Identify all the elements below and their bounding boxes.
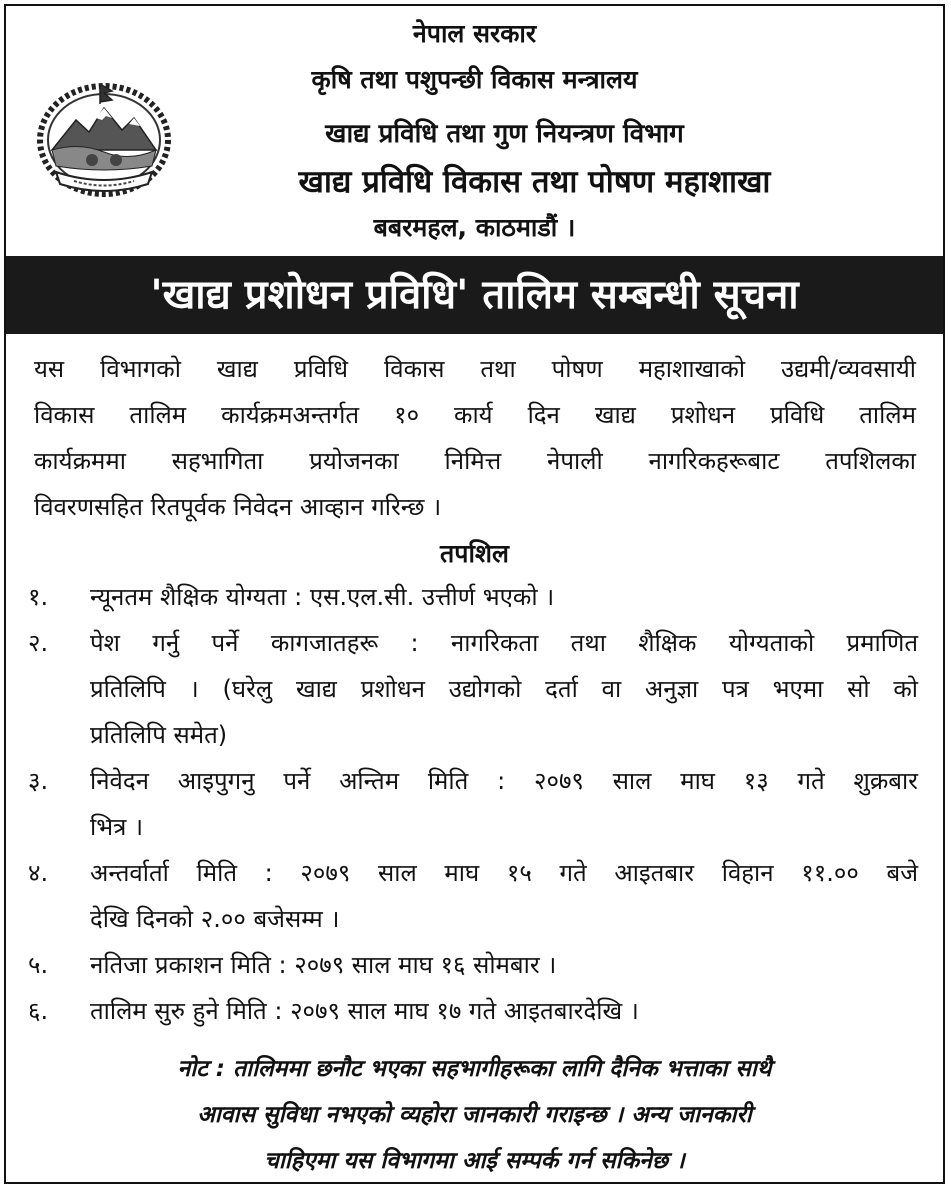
government-name: नेपाल सरकार <box>412 19 537 48</box>
list-item <box>28 850 918 942</box>
item-text: तालिम सुरु हुने मिति : २०७९ साल माघ १७ गते आइतबारदेखि । <box>90 997 639 1025</box>
list-item <box>28 988 918 1034</box>
department-name: खाद्य प्रविधि तथा गुण नियन्त्रण विभाग <box>325 119 684 149</box>
details-heading: तपशिल <box>440 539 509 568</box>
item-number: ३. <box>28 767 49 795</box>
notice-header <box>6 6 943 256</box>
item-number: ६. <box>28 997 49 1025</box>
list-item <box>28 942 918 988</box>
list-item <box>28 574 918 620</box>
intro-line: कार्यक्रममा सहभागिता प्रयोजनका निमित्त नेपाली नागरिकहरूबाट तपशिलका <box>34 447 916 475</box>
item-number: १. <box>28 583 49 611</box>
item-text: न्यूनतम शैक्षिक योग्यता : एस.एल.सी. उत्तीर्ण भएको । <box>90 583 555 611</box>
office-address: बबरमहल, काठमाडौं । <box>373 213 576 242</box>
item-text: पेश गर्नु पर्ने कागजातहरू : नागरिकता तथा शैक्षिक योग्यताको प्रमाणित <box>90 629 918 657</box>
intro-line: विवरणसहित रितपूर्वक निवेदन आव्हान गरिन्छ । <box>34 493 442 521</box>
intro-paragraph <box>34 346 916 530</box>
notice-document <box>4 4 945 1184</box>
item-text: भित्र । <box>90 813 144 841</box>
item-text: प्रतिलिपि समेत) <box>90 721 228 749</box>
ministry-name: कृषि तथा पशुपन्छी विकास मन्त्रालय <box>311 65 638 94</box>
intro-line: विकास तालिम कार्यक्रमअन्तर्गत १० कार्य दिन खाद्य प्रशोधन प्रविधि तालिम <box>34 401 916 429</box>
item-number: २. <box>28 629 49 657</box>
note-line: आवास सुविधा नभएको व्यहोरा जानकारी गराइन्छ । अन्य जानकारी <box>197 1102 752 1128</box>
notice-title: 'खाद्य प्रशोधन प्रविधि' तालिम सम्बन्धी सूचना <box>6 256 943 334</box>
division-name: खाद्य प्रविधि विकास तथा पोषण महाशाखा <box>298 164 771 200</box>
item-number: ५. <box>28 951 49 979</box>
intro-line: यस विभागको खाद्य प्रविधि विकास तथा पोषण महाशाखाको उद्यमी/व्यवसायी <box>34 355 916 383</box>
list-item <box>28 620 918 758</box>
item-text: देखि दिनको २.०० बजेसम्म । <box>90 905 340 933</box>
item-text: प्रतिलिपि । (घरेलु खाद्य प्रशोधन उद्योगको दर्ता वा अनुज्ञा पत्र भएमा सो को <box>90 675 918 703</box>
note-line: नोट : तालिममा छनौट भएका सहभागीहरूका लागि दैनिक भत्ताका साथै <box>177 1056 772 1082</box>
item-number: ४. <box>28 859 49 887</box>
item-text: अन्तर्वार्ता मिति : २०७९ साल माघ १५ गते आइतबार विहान ११.०० बजे <box>90 859 918 887</box>
note-line: चाहिएमा यस विभागमा आई सम्पर्क गर्न सकिनेछ । <box>264 1148 685 1174</box>
item-text: निवेदन आइपुगनु पर्ने अन्तिम मिति : २०७९ साल माघ १३ गते शुक्रबार <box>90 767 918 795</box>
item-text: नतिजा प्रकाशन मिति : २०७९ साल माघ १६ सोमबार । <box>90 951 557 979</box>
note-paragraph <box>6 1046 943 1184</box>
details-list <box>28 574 918 1034</box>
list-item <box>28 758 918 850</box>
